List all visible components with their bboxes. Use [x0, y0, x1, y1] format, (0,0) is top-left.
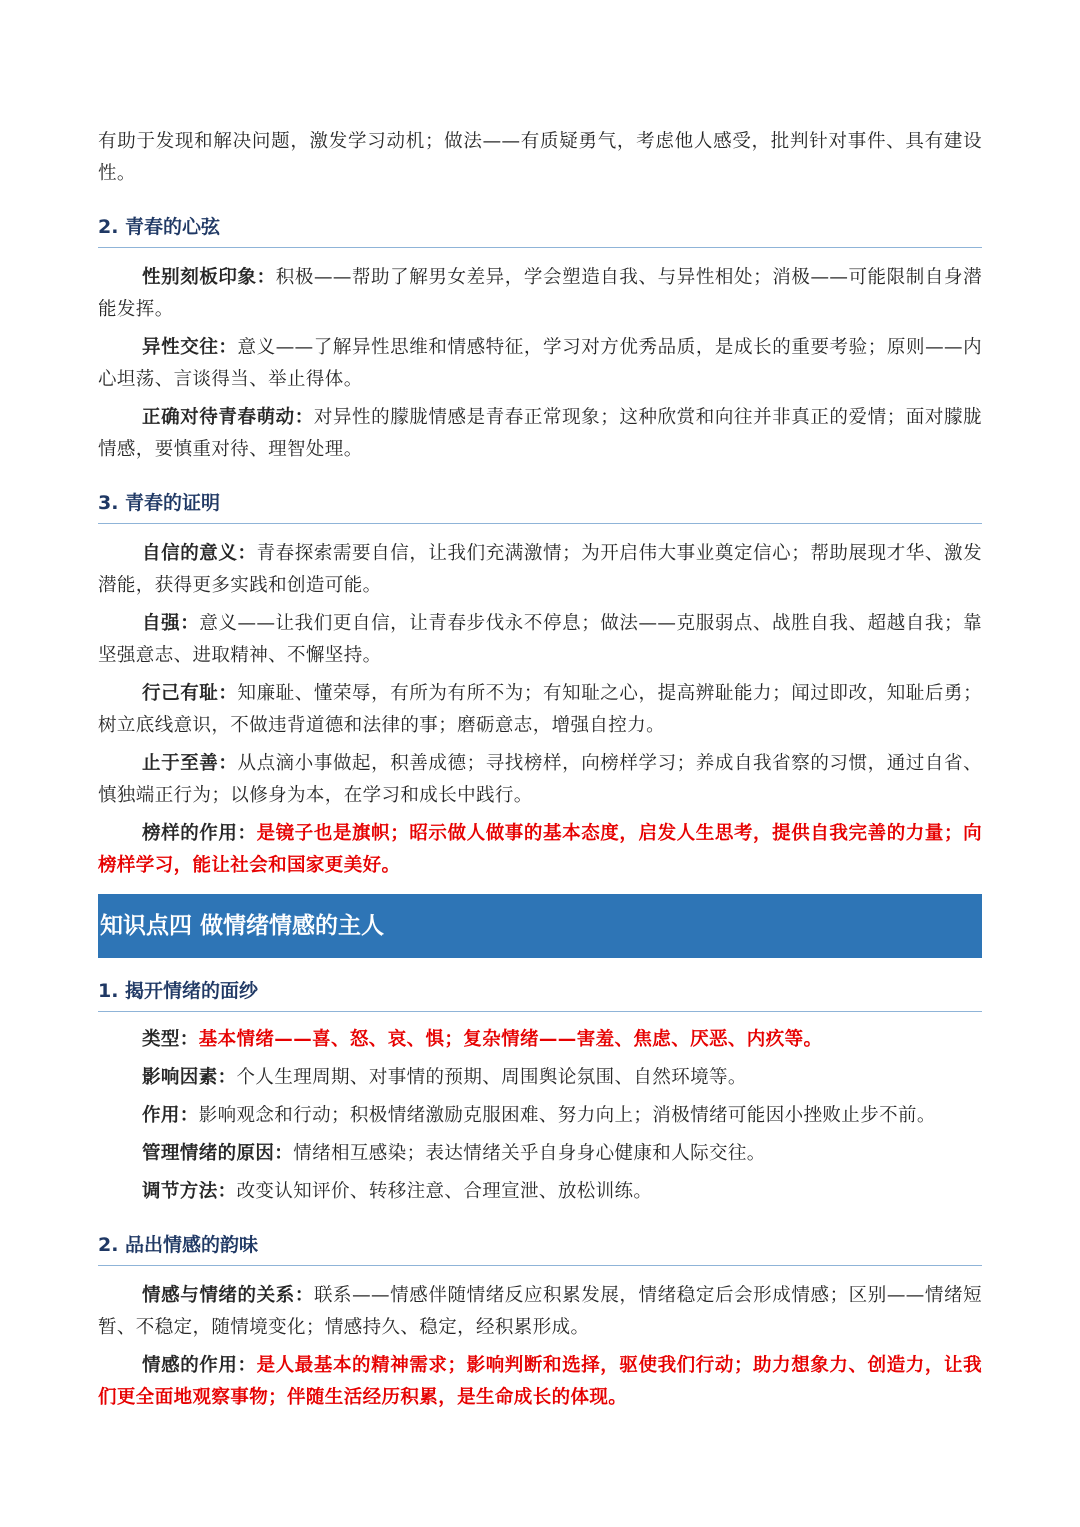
heading-feelings-charm: 2. 品出情感的韵味: [98, 1230, 982, 1266]
item-sense-of-shame: 行己有耻：知廉耻、懂荣辱，有所为有所不为；有知耻之心，提高辨耻能力；闻过即改，知耻后勇；树立底线意识，不做违背道德和法律的事；磨砺意志，增强自控力。: [98, 683, 982, 736]
item-pursue-perfection: 止于至善：从点滴小事做起，积善成德；寻找榜样，向榜样学习；养成自我省察的习惯，通过自省、慎独端正行为；以修身为本，在学习和成长中践行。: [98, 753, 982, 806]
item-role-models: 榜样的作用：是镜子也是旗帜；昭示做人做事的基本态度，启发人生思考，提供自我完善的力量；向榜样学习，能让社会和国家更美好。: [98, 823, 982, 876]
item-self-improvement: 自强：意义——让我们更自信，让青春步伐永不停息；做法——克服弱点、战胜自我、超越自我；靠坚强意志、进取精神、不懈坚持。: [98, 613, 983, 666]
item-feeling-emotion-relation: 情感与情绪的关系：联系——情感伴随情绪反应积累发展，情绪稳定后会形成情感；区别——情绪短暂、不稳定，随情境变化；情感持久、稳定，经积累形成。: [98, 1285, 982, 1338]
item-emotion-management-reason: 管理情绪的原因：情绪相互感染；表达情绪关乎自身身心健康和人际交往。: [142, 1143, 766, 1164]
content-column: [98, 126, 982, 1414]
item-emotion-factors: 影响因素：个人生理周期、对事情的预期、周围舆论氛围、自然环境等。: [142, 1067, 747, 1088]
item-opposite-sex-interaction: 异性交往：意义——了解异性思维和情感特征，学习对方优秀品质，是成长的重要考验；原则——内心坦荡、言谈得当、举止得体。: [98, 337, 982, 390]
heading-emotion-veil: 1. 揭开情绪的面纱: [98, 976, 982, 1012]
item-emotion-effects: 作用：影响观念和行动；积极情绪激励克服困难、努力向上；消极情绪可能因小挫败止步不前。: [142, 1105, 936, 1126]
heading-proof-of-youth: 3. 青春的证明: [98, 488, 982, 524]
section-banner-emotions: 知识点四 做情绪情感的主人: [98, 894, 982, 958]
item-gender-stereotype: 性别刻板印象：积极——帮助了解男女差异，学会塑造自我、与异性相处；消极——可能限制自身潜能发挥。: [98, 267, 982, 320]
intro-paragraph: 有助于发现和解决问题，激发学习动机；做法——有质疑勇气，考虑他人感受，批判针对事件、具有建设性。: [98, 131, 982, 184]
item-confidence: 自信的意义：青春探索需要自信，让我们充满激情；为开启伟大事业奠定信心；帮助展现才华、激发潜能，获得更多实践和创造可能。: [98, 543, 982, 596]
item-youthful-feelings: 正确对待青春萌动：对异性的朦胧情感是青春正常现象；这种欣赏和向往并非真正的爱情；面对朦胧情感，要慎重对待、理智处理。: [98, 407, 982, 460]
item-emotion-regulation: 调节方法：改变认知评价、转移注意、合理宣泄、放松训练。: [142, 1181, 653, 1202]
heading-youth-heartstrings: 2. 青春的心弦: [98, 212, 982, 248]
item-emotion-types: 类型：基本情绪——喜、怒、哀、惧；复杂情绪——害羞、焦虑、厌恶、内疚等。: [142, 1029, 823, 1050]
item-feeling-effects: 情感的作用：是人最基本的精神需求；影响判断和选择，驱使我们行动；助力想象力、创造力，让我们更全面地观察事物；伴随生活经历积累，是生命成长的体现。: [98, 1355, 982, 1408]
